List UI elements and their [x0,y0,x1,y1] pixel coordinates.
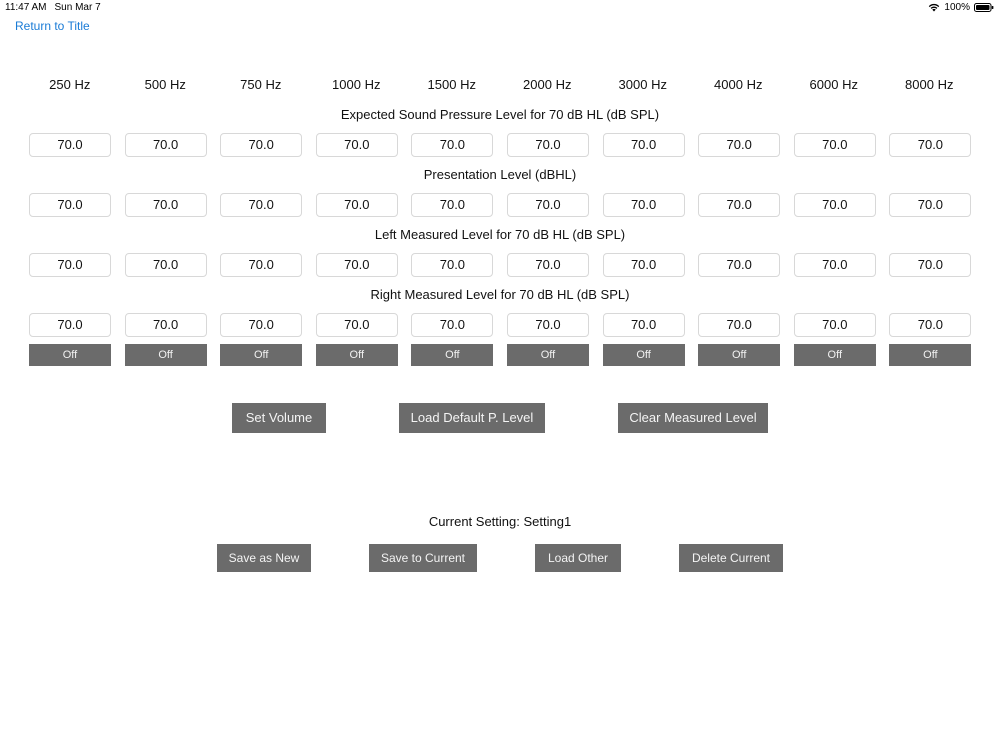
frequency-label: 3000 Hz [618,77,667,92]
frequency-header-row [22,77,977,92]
presentation-level-field[interactable]: 70.0 [507,193,589,217]
set-volume-button[interactable]: Set Volume [232,403,326,433]
right-measured-field[interactable]: 70.0 [603,313,685,337]
right-measured-field[interactable]: 70.0 [698,313,780,337]
status-bar [0,0,1000,16]
frequency-label: 6000 Hz [809,77,858,92]
tone-toggle-button[interactable]: Off [889,344,971,366]
expected-spl-title: Expected Sound Pressure Level for 70 dB HL (dB SPL) [340,107,660,122]
expected-spl-field[interactable]: 70.0 [29,133,111,157]
left-measured-field[interactable]: 70.0 [794,253,876,277]
expected-spl-field[interactable]: 70.0 [220,133,302,157]
right-measured-field[interactable]: 70.0 [794,313,876,337]
expected-spl-field[interactable]: 70.0 [411,133,493,157]
right-measured-title: Right Measured Level for 70 dB HL (dB SPL) [370,287,630,302]
presentation-level-field[interactable]: 70.0 [316,193,398,217]
tone-toggle-button[interactable]: Off [316,344,398,366]
clear-measured-level-button[interactable]: Clear Measured Level [618,403,768,433]
frequency-label: 2000 Hz [523,77,572,92]
status-date: Sun Mar 7 [54,2,101,13]
save-as-new-button[interactable]: Save as New [217,544,311,572]
tone-toggle-button[interactable]: Off [603,344,685,366]
right-measured-field[interactable]: 70.0 [125,313,207,337]
frequency-label: 500 Hz [144,77,186,92]
left-measured-field[interactable]: 70.0 [889,253,971,277]
presentation-level-field[interactable]: 70.0 [794,193,876,217]
expected-spl-field[interactable]: 70.0 [698,133,780,157]
right-measured-field[interactable]: 70.0 [507,313,589,337]
left-measured-field[interactable]: 70.0 [220,253,302,277]
presentation-level-field[interactable]: 70.0 [29,193,111,217]
expected-spl-field[interactable]: 70.0 [794,133,876,157]
tone-toggle-button[interactable]: Off [411,344,493,366]
expected-spl-field[interactable]: 70.0 [316,133,398,157]
presentation-level-title: Presentation Level (dBHL) [423,167,577,182]
expected-spl-field[interactable]: 70.0 [889,133,971,157]
left-measured-field[interactable]: 70.0 [507,253,589,277]
right-measured-field[interactable]: 70.0 [411,313,493,337]
save-to-current-button[interactable]: Save to Current [369,544,477,572]
frequency-label: 1000 Hz [332,77,381,92]
frequency-label: 750 Hz [240,77,282,92]
frequency-label: 8000 Hz [905,77,954,92]
battery-percent: 100% [944,2,970,13]
load-default-level-button[interactable]: Load Default P. Level [399,403,545,433]
tone-toggle-button[interactable]: Off [220,344,302,366]
presentation-level-field[interactable]: 70.0 [220,193,302,217]
current-setting-label: Current Setting: Setting1 [428,514,572,529]
load-other-button[interactable]: Load Other [535,544,621,572]
tone-toggle-button[interactable]: Off [29,344,111,366]
delete-current-button[interactable]: Delete Current [679,544,783,572]
right-measured-field[interactable]: 70.0 [316,313,398,337]
presentation-level-field[interactable]: 70.0 [698,193,780,217]
frequency-label: 250 Hz [49,77,91,92]
presentation-level-field[interactable]: 70.0 [411,193,493,217]
status-left [5,2,101,13]
right-measured-field[interactable]: 70.0 [220,313,302,337]
presentation-level-field[interactable]: 70.0 [125,193,207,217]
status-right [928,2,994,13]
left-measured-field[interactable]: 70.0 [316,253,398,277]
wifi-icon [928,3,940,12]
tone-toggle-button[interactable]: Off [794,344,876,366]
tone-toggle-button[interactable]: Off [125,344,207,366]
tone-toggle-button[interactable]: Off [698,344,780,366]
left-measured-field[interactable]: 70.0 [411,253,493,277]
battery-icon [974,3,994,12]
left-measured-row [29,253,971,277]
expected-spl-row [29,133,971,157]
left-measured-title: Left Measured Level for 70 dB HL (dB SPL) [374,227,626,242]
frequency-label: 1500 Hz [427,77,476,92]
right-measured-field[interactable]: 70.0 [889,313,971,337]
tone-toggle-row [29,344,971,366]
right-measured-row [29,313,971,337]
return-to-title-link[interactable]: Return to Title [15,19,90,33]
left-measured-field[interactable]: 70.0 [29,253,111,277]
status-time: 11:47 AM [5,2,47,13]
expected-spl-field[interactable]: 70.0 [507,133,589,157]
frequency-label: 4000 Hz [714,77,763,92]
left-measured-field[interactable]: 70.0 [125,253,207,277]
expected-spl-field[interactable]: 70.0 [125,133,207,157]
presentation-level-field[interactable]: 70.0 [603,193,685,217]
tone-toggle-button[interactable]: Off [507,344,589,366]
right-measured-field[interactable]: 70.0 [29,313,111,337]
expected-spl-field[interactable]: 70.0 [603,133,685,157]
presentation-level-row [29,193,971,217]
presentation-level-field[interactable]: 70.0 [889,193,971,217]
left-measured-field[interactable]: 70.0 [603,253,685,277]
left-measured-field[interactable]: 70.0 [698,253,780,277]
